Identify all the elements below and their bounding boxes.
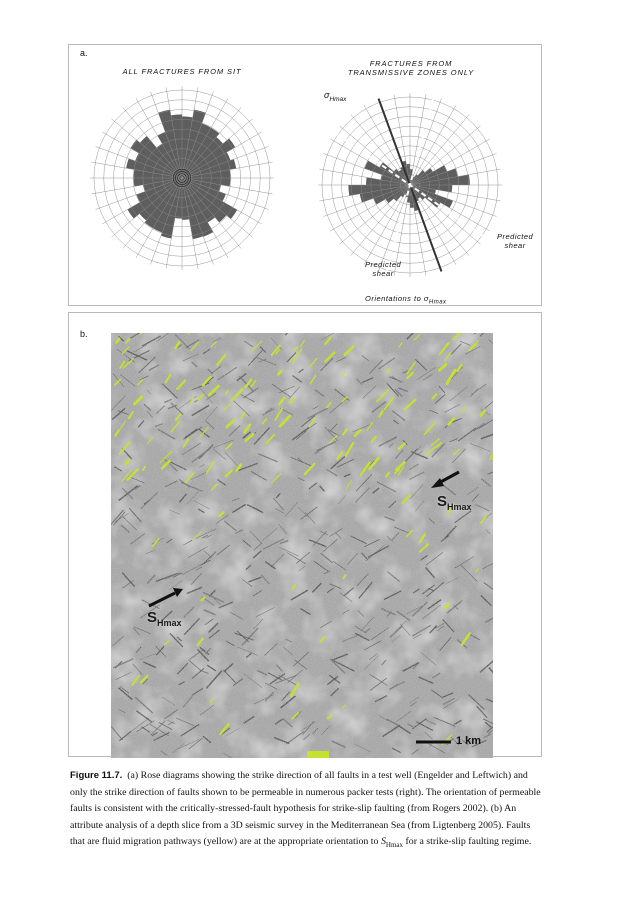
orientations-label: Orientations to $\sigma_{Hmax}$ (365, 294, 447, 306)
shmax-label-upper: $S_{Hmax}$ (437, 493, 472, 512)
figure-caption (70, 768, 545, 853)
caption-text-2: for a strike-slip faulting regime. (403, 836, 532, 847)
caption-s-symbol: S (380, 836, 386, 847)
sigma-hmax-label: $\sigma_{Hmax}$ (324, 90, 347, 103)
figure-panel-a (68, 44, 542, 306)
right-rose-title (331, 59, 491, 77)
right-rose-title-line1: FRACTURES FROM (369, 59, 453, 68)
figure-number: Figure 11.7. (70, 770, 123, 781)
scale-bar-label: 1 km (456, 735, 482, 747)
rose-diagram-transmissive-fractures (314, 89, 506, 281)
panel-b-label: b. (80, 329, 88, 339)
panel-a-label: a. (80, 48, 88, 58)
caption-s-sub: Hmax (385, 840, 403, 849)
right-rose-title-line2: TRANSMISSIVE ZONES ONLY (347, 68, 475, 77)
predicted-shear-bottom-label: Predicted shear (365, 260, 402, 278)
shmax-label-lower: $S_{Hmax}$ (147, 609, 182, 628)
rose-diagram-all-fractures (86, 82, 278, 274)
caption-text-1: (a) Rose diagrams showing the strike direction of all faults in a test well (Engelder and Leftwich) and only the strike direction of faults shown to be permeable in numerous packer tests (right). The orientation of permeable faults is consistent with the critically-stressed-fault hypothesis for strike-slip faulting (from Rogers 2002). (b) An attribute analysis of a depth slice from a 3D seismic survey in the Mediterranean Sea (from Ligtenberg 2005). Faults that are fluid migration pathways (yellow) are at the appropriate orientation to (70, 770, 541, 847)
seismic-depth-slice-image (111, 333, 493, 758)
figure-panel-b (68, 312, 542, 757)
left-rose-title: ALL FRACTURES FROM SIT (122, 67, 242, 76)
predicted-shear-right-label: Predicted shear (497, 232, 534, 250)
